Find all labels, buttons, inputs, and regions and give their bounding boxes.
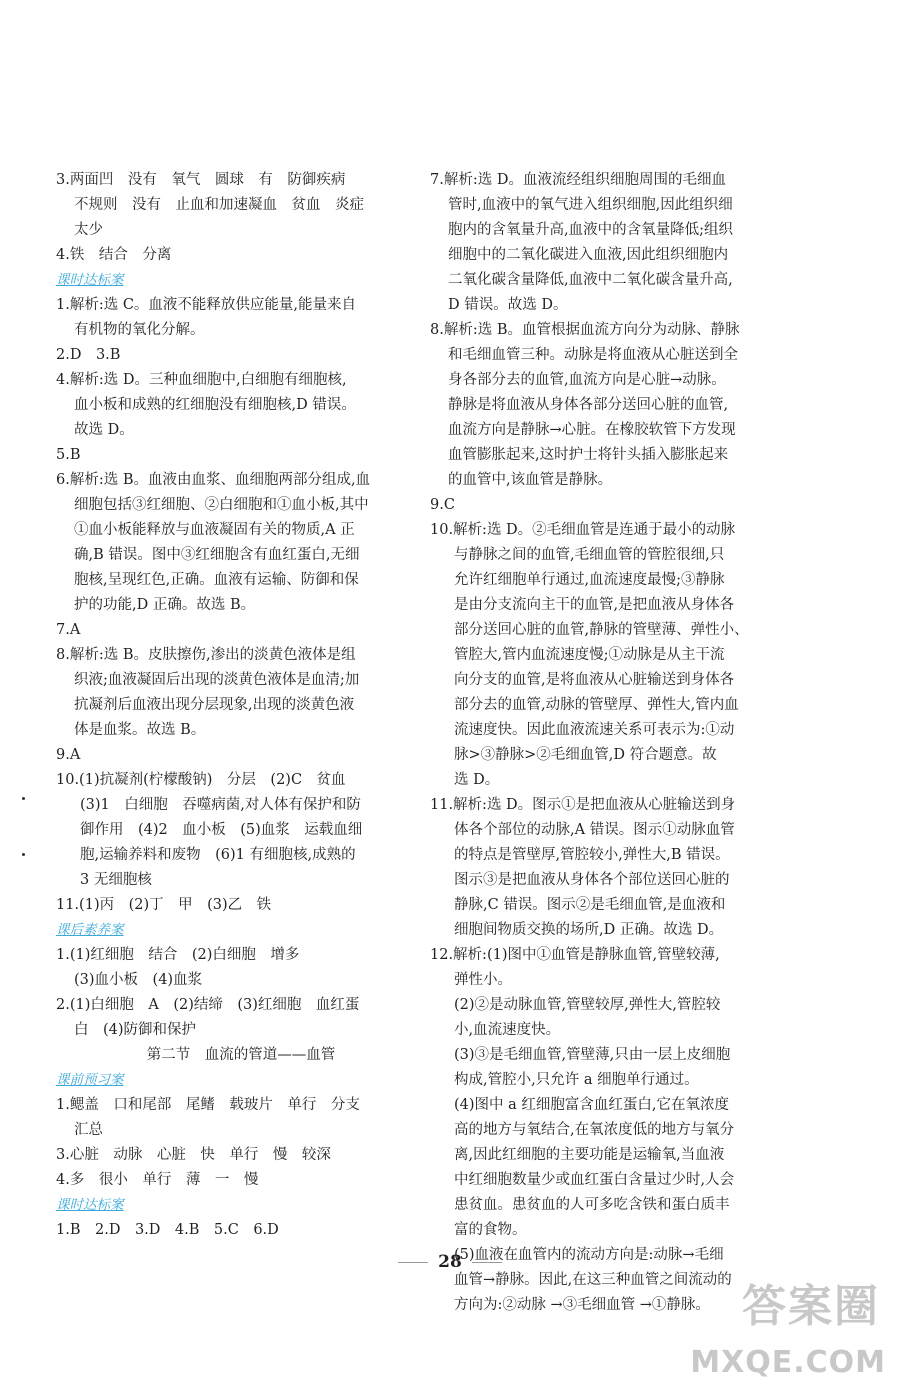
watermark-text-2: MXQE.COM xyxy=(690,1345,886,1380)
answer-line: 1.解析:选 C。血液不能释放供应能量,能量来自 xyxy=(56,297,357,313)
answer-line: 管时,血液中的氧气进入组织细胞,因此组织细 xyxy=(448,197,733,213)
answer-line: 血流方向是静脉→心脏。在橡胶软管下方发现 xyxy=(448,422,736,438)
answer-line: 中红细胞数量少或血红蛋白含量过少时,人会 xyxy=(454,1172,735,1188)
answer-line: 脉>③静脉>②毛细血管,D 符合题意。故 xyxy=(454,747,717,763)
answer-line: 弹性小。 xyxy=(454,972,512,988)
answer-line: 10.(1)抗凝剂(柠檬酸钠) 分层 (2)C 贫血 xyxy=(56,772,346,788)
section-heading: 课时达标案 xyxy=(56,1197,124,1213)
answer-line: 抗凝剂后血液出现分层现象,出现的淡黄色液 xyxy=(74,697,355,713)
answer-line: 向分支的血管,是将血液从心脏输送到身体各 xyxy=(454,672,735,688)
answer-line: 9.A xyxy=(56,747,81,763)
answer-line: 胞核,呈现红色,正确。血液有运输、防御和保 xyxy=(74,572,359,588)
answer-line: 与静脉之间的血管,毛细血管的管腔很细,只 xyxy=(454,547,725,563)
answer-line: 12.解析:(1)图中①血管是静脉血管,管壁较薄, xyxy=(430,947,720,963)
answer-line: 1.B 2.D 3.D 4.B 5.C 6.D xyxy=(56,1222,279,1238)
answer-line: 部分送回心脏的血管,静脉的管壁薄、弹性小、 xyxy=(454,622,749,638)
answer-line: (4)图中 a 红细胞富含血红蛋白,它在氧浓度 xyxy=(454,1097,730,1113)
answer-line: 和毛细血管三种。动脉是将血液从心脏送到全 xyxy=(448,347,738,363)
watermark-text-1: 答案圈 xyxy=(742,1281,880,1332)
answer-line: (5)血液在血管内的流动方向是:动脉→毛细 xyxy=(454,1247,724,1263)
answer-line: 汇总 xyxy=(74,1122,103,1138)
answer-line: (2)②是动脉血管,管壁较厚,弹性大,管腔较 xyxy=(454,997,721,1013)
answer-line: 护的功能,D 正确。故选 B。 xyxy=(74,597,256,613)
answer-line: 5.B xyxy=(56,447,81,463)
answer-line: 御作用 (4)2 血小板 (5)血浆 运载血细 xyxy=(80,822,363,838)
answer-line: 7.解析:选 D。血液流经组织细胞周围的毛细血 xyxy=(430,172,726,188)
page-number-dash-left xyxy=(398,1262,428,1263)
answer-line: 方向为:②动脉 →③毛细血管 →①静脉。 xyxy=(454,1297,710,1313)
answer-line: 选 D。 xyxy=(454,772,500,788)
answer-line: (3)③是毛细血管,管壁薄,只由一层上皮细胞 xyxy=(454,1047,731,1063)
answer-line: D 错误。故选 D。 xyxy=(448,297,568,313)
answer-line: 2.D 3.B xyxy=(56,347,121,363)
answer-line: 图示③是把血液从身体各个部位送回心脏的 xyxy=(454,872,730,888)
right-column xyxy=(430,168,780,1318)
answer-line: (3)血小板 (4)血浆 xyxy=(74,972,203,988)
answer-line: 血管→静脉。因此,在这三种血管之间流动的 xyxy=(454,1272,732,1288)
answer-line: 有机物的氧化分解。 xyxy=(74,322,205,338)
answer-line: 太少 xyxy=(74,222,103,238)
answer-line: 织液;血液凝固后出现的淡黄色液体是血清;加 xyxy=(74,672,360,688)
answer-line: 3.心脏 动脉 心脏 快 单行 慢 较深 xyxy=(56,1147,331,1163)
answer-line: 4.解析:选 D。三种血细胞中,白细胞有细胞核, xyxy=(56,372,347,388)
answer-line: 体是血浆。故选 B。 xyxy=(74,722,206,738)
answer-line: 9.C xyxy=(430,497,455,513)
answer-line: 管腔大,管内血流速度慢;①动脉是从主干流 xyxy=(454,647,725,663)
answer-line: 1.鳃盖 口和尾部 尾鳍 载玻片 单行 分支 xyxy=(56,1097,360,1113)
section-heading: 课后素养案 xyxy=(56,922,124,938)
page-number: 28 xyxy=(438,1252,462,1272)
answer-line: 11.(1)丙 (2)丁 甲 (3)乙 铁 xyxy=(56,897,272,913)
answer-line: 是由分支流向主干的血管,是把血液从身体各 xyxy=(454,597,735,613)
answer-line: 血管膨胀起来,这时护士将针头插入膨胀起来 xyxy=(448,447,729,463)
answer-line: 胞,运输养料和废物 (6)1 有细胞核,成熟的 xyxy=(80,847,356,863)
margin-dot xyxy=(22,797,25,800)
answer-line: 离,因此红细胞的主要功能是运输氧,当血液 xyxy=(454,1147,725,1163)
answer-line: 故选 D。 xyxy=(74,422,134,438)
answer-line: 部分去的血管,动脉的管壁厚、弹性大,管内血 xyxy=(454,697,739,713)
answer-line: 细胞包括③红细胞、②白细胞和①血小板,其中 xyxy=(74,497,369,513)
answer-line: 胞内的含氧量升高,血液中的含氧量降低;组织 xyxy=(448,222,733,238)
answer-line: 允许红细胞单行通过,血流速度最慢;③静脉 xyxy=(454,572,725,588)
answer-line: 的特点是管壁厚,管腔较小,弹性大,B 错误。 xyxy=(454,847,730,863)
margin-dot xyxy=(22,853,25,856)
answer-line: 静脉是将血液从身体各部分送回心脏的血管, xyxy=(448,397,729,413)
answer-line: 血小板和成熟的红细胞没有细胞核,D 错误。 xyxy=(74,397,356,413)
answer-line: 二氧化碳含量降低,血液中二氧化碳含量升高, xyxy=(448,272,733,288)
answer-line: 细胞间物质交换的场所,D 正确。故选 D。 xyxy=(454,922,724,938)
answer-line: (3)1 白细胞 吞噬病菌,对人体有保护和防 xyxy=(80,797,361,813)
answer-line: 富的食物。 xyxy=(454,1222,527,1238)
answer-line: 体各个部位的动脉,A 错误。图示①动脉血管 xyxy=(454,822,735,838)
section-heading: 课前预习案 xyxy=(56,1072,124,1088)
answer-line: 的血管中,该血管是静脉。 xyxy=(448,472,613,488)
answer-line: 8.解析:选 B。血管根据血流方向分为动脉、静脉 xyxy=(430,322,740,338)
answer-line: 1.(1)红细胞 结合 (2)白细胞 增多 xyxy=(56,947,300,963)
answer-line: 10.解析:选 D。②毛细血管是连通于最小的动脉 xyxy=(430,522,736,538)
answer-line: 小,血流速度快。 xyxy=(454,1022,561,1038)
section-heading: 课时达标案 xyxy=(56,272,124,288)
answer-line: 高的地方与氧结合,在氧浓度低的地方与氧分 xyxy=(454,1122,735,1138)
answer-line: 静脉,C 错误。图示②是毛细血管,是血液和 xyxy=(454,897,726,913)
answer-line: 4.铁 结合 分离 xyxy=(56,247,172,263)
answer-line: 确,B 错误。图中③红细胞含有血红蛋白,无细 xyxy=(74,547,360,563)
page-number-row xyxy=(0,1252,900,1272)
page-number-dash-right xyxy=(472,1262,502,1263)
answer-line: 8.解析:选 B。皮肤擦伤,渗出的淡黄色液体是组 xyxy=(56,647,356,663)
site-watermark-logo xyxy=(690,1270,886,1380)
answer-line: 2.(1)白细胞 A (2)结缔 (3)红细胞 血红蛋 xyxy=(56,997,360,1013)
answer-line: 身各部分去的血管,血流方向是心脏→动脉。 xyxy=(448,372,726,388)
left-column xyxy=(56,168,406,1243)
answer-line: 白 (4)防御和保护 xyxy=(74,1022,197,1038)
answer-line: 6.解析:选 B。血液由血浆、血细胞两部分组成,血 xyxy=(56,472,371,488)
answer-line: 细胞中的二氧化碳进入血液,因此组织细胞内 xyxy=(448,247,729,263)
answer-line: 3.两面凹 没有 氧气 圆球 有 防御疾病 xyxy=(56,172,346,188)
answer-line: ①血小板能释放与血液凝固有关的物质,A 正 xyxy=(74,522,355,538)
answer-line: 流速度快。因此血液流速关系可表示为:①动 xyxy=(454,722,735,738)
answer-line: 不规则 没有 止血和加速凝血 贫血 炎症 xyxy=(74,197,364,213)
answer-line: 构成,管腔小,只允许 a 细胞单行通过。 xyxy=(454,1072,699,1088)
answer-line: 7.A xyxy=(56,622,81,638)
answer-line: 11.解析:选 D。图示①是把血液从心脏输送到身 xyxy=(430,797,736,813)
answer-line: 4.多 很小 单行 薄 一 慢 xyxy=(56,1172,259,1188)
chapter-heading: 第二节 血流的管道——血管 xyxy=(146,1047,336,1063)
answer-line: 3 无细胞核 xyxy=(80,872,152,888)
answer-line: 患贫血。患贫血的人可多吃含铁和蛋白质丰 xyxy=(454,1197,730,1213)
